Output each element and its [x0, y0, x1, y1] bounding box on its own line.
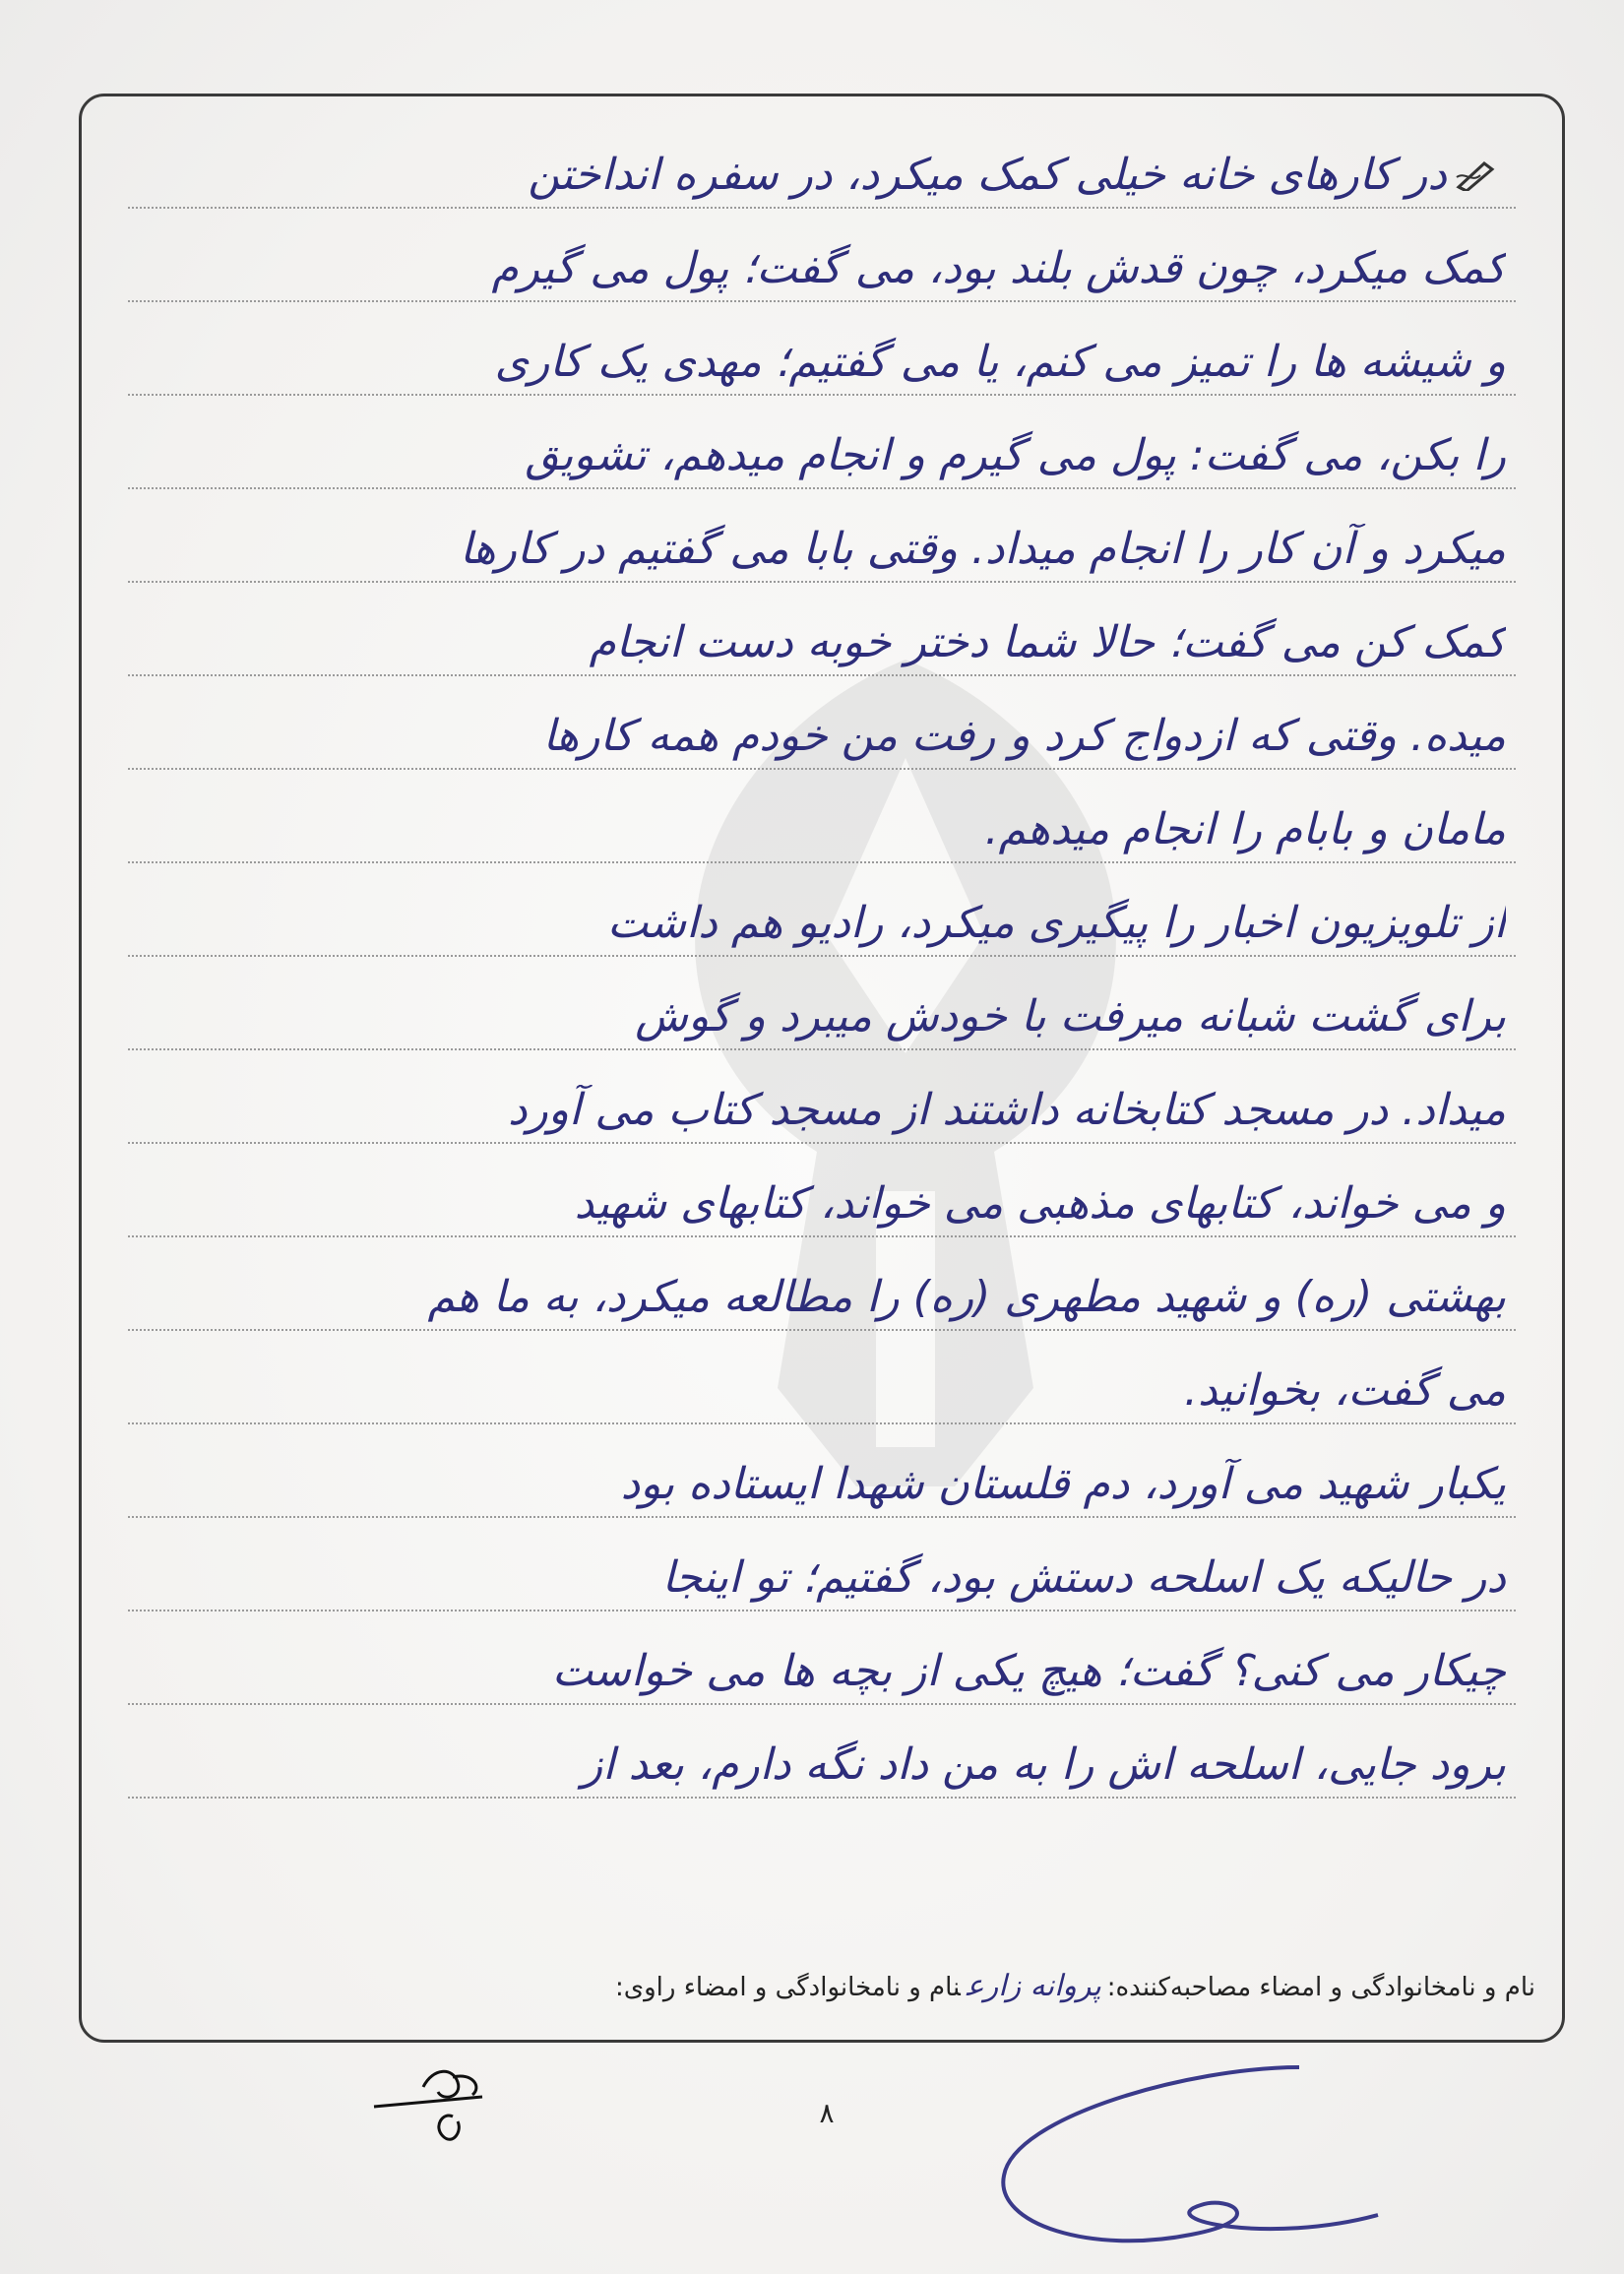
- text-line-content: و شیشه ها را تمیز می کنم، یا می گفتیم؛ مهدی یک کاری: [494, 337, 1506, 387]
- handwritten-text-area: [128, 138, 1516, 1949]
- text-line: [128, 1167, 1516, 1237]
- narrator-label: نام و نامخانوادگی و امضاء راوی:: [614, 1973, 961, 2002]
- narrator-signature: [364, 2048, 512, 2156]
- text-line-content: می گفت، بخوانید.: [1183, 1365, 1506, 1416]
- text-line: [128, 699, 1516, 770]
- page-number: ۸: [819, 2097, 835, 2129]
- text-line-content: برود جایی، اسلحه اش را به من داد نگه دارم، بعد از: [582, 1739, 1506, 1790]
- interviewer-label: نام و نامخانوادگی و امضاء مصاحبه‌کننده:: [1106, 1973, 1535, 2002]
- text-line-content: در کارهای خانه خیلی کمک میکرد، در سفره انداختن: [528, 150, 1447, 200]
- text-line-content: کمک میکرد، چون قدش بلند بود، می گفت؛ پول می گیرم: [491, 243, 1506, 293]
- text-line: [128, 325, 1516, 396]
- text-line: [128, 231, 1516, 302]
- text-line: [128, 1634, 1516, 1705]
- text-line-content: یکبار شهید می آورد، دم قلستان شهدا ایستاده بود: [620, 1459, 1506, 1509]
- text-line-content: کمک کن می گفت؛ حالا شما دختر خوبه دست انجام: [589, 617, 1506, 667]
- text-line: [128, 1447, 1516, 1518]
- text-line-content: میداد. در مسجد کتابخانه داشتند از مسجد کتاب می آورد: [507, 1085, 1506, 1135]
- text-line: [128, 605, 1516, 676]
- text-line: [128, 512, 1516, 583]
- text-line: [128, 979, 1516, 1050]
- text-line-content: میده. وقتی که ازدواج کرد و رفت من خودم همه کارها: [542, 711, 1506, 761]
- text-line-content: را بکن، می گفت: پول می گیرم و انجام میدهم، تشویق: [525, 430, 1506, 480]
- text-line-content: چیکار می کنی؟ گفت؛ هیچ یکی از بچه ها می خواست: [551, 1646, 1506, 1696]
- text-line: [128, 1728, 1516, 1799]
- text-line-content: و می خواند، کتابهای مذهبی می خواند، کتابهای شهید: [574, 1178, 1506, 1229]
- text-line: [128, 886, 1516, 957]
- text-line: [128, 792, 1516, 863]
- text-line-content: در حالیکه یک اسلحه دستش بود، گفتیم؛ تو اینجا: [661, 1552, 1506, 1603]
- text-line: [128, 1541, 1516, 1611]
- interviewer-name: پروانه زارع: [966, 1969, 1101, 2003]
- signature-footer: [344, 1969, 1535, 2012]
- text-line: [128, 138, 1516, 209]
- interviewer-signature: [974, 2057, 1407, 2264]
- text-line-content: از تلویزیون اخبار را پیگیری میکرد، رادیو هم داشت: [607, 898, 1506, 948]
- text-line: [128, 1073, 1516, 1144]
- text-line: [128, 1354, 1516, 1424]
- text-line: [128, 418, 1516, 489]
- text-line: [128, 1260, 1516, 1331]
- text-line-content: برای گشت شبانه میرفت با خودش میبرد و گوش: [635, 991, 1506, 1042]
- text-line-content: میکرد و آن کار را انجام میداد. وقتی بابا می گفتیم در کارها: [460, 524, 1506, 574]
- text-line-content: مامان و بابام را انجام میدهم.: [984, 804, 1506, 854]
- text-line-content: بهشتی (ره) و شهید مطهری (ره) را مطالعه میکرد، به ما هم: [427, 1272, 1506, 1322]
